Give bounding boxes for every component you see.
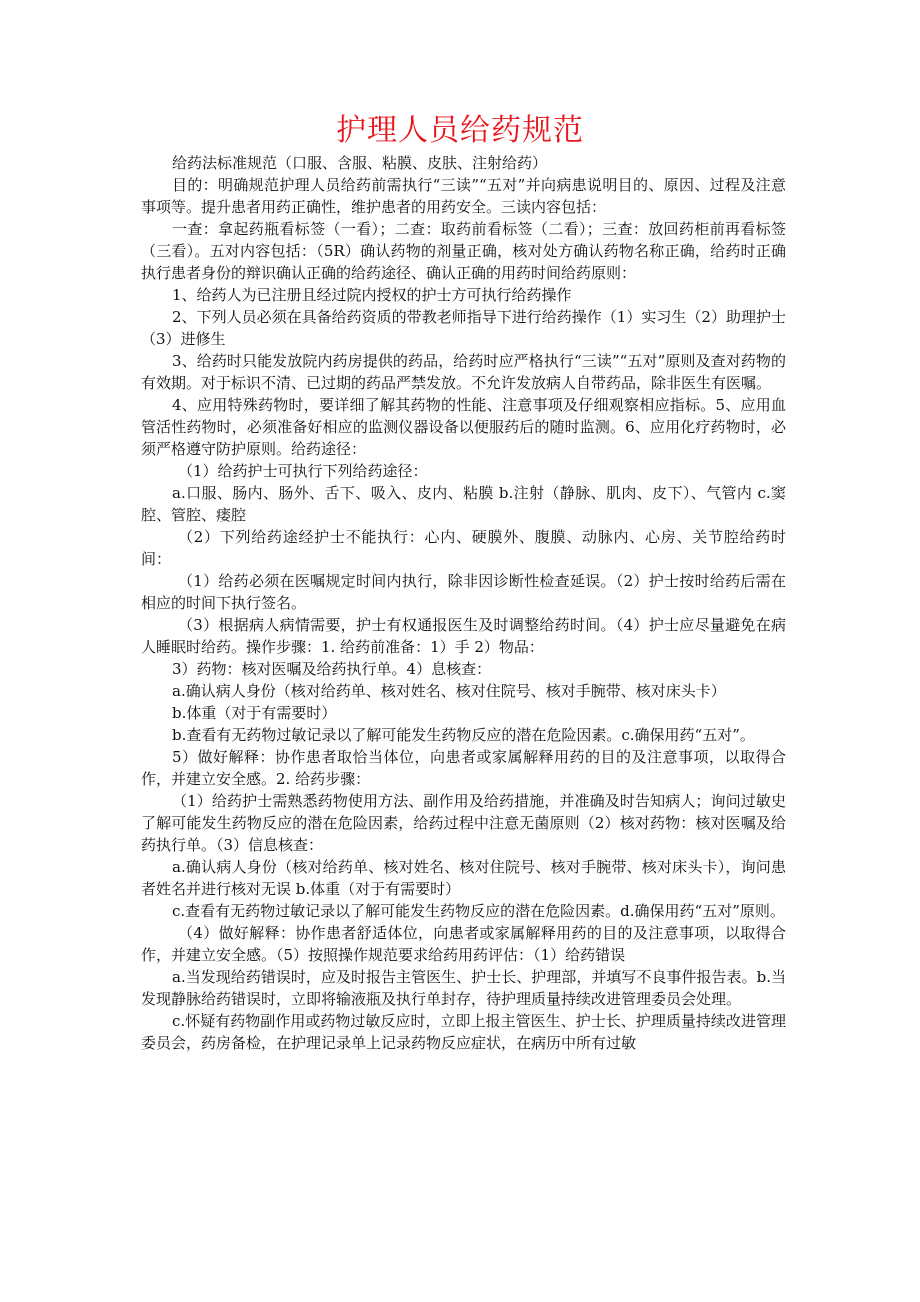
paragraph-error-report: a.当发现给药错误时，应及时报告主管医生、护士长、护理部，并填写不良事件报告表。b.当发现静脉给药错误时，立即将输液瓶及执行单封存，待护理质量持续改进管理委员会处理。	[141, 968, 786, 1008]
paragraph-intro: 给药法标准规范（口服、含服、粘膜、皮肤、注射给药）	[172, 154, 548, 172]
paragraph-route-2: （2）下列给药途经护士不能执行：心内、硬膜外、腹膜、动脉内、心房、关节腔给药时间：	[141, 528, 786, 568]
paragraph-allergy: b.查看有无药物过敏记录以了解可能发生药物反应的潜在危险因素。c.确保用药“五对”。	[172, 726, 755, 744]
paragraph-explain-2: （4）做好解释：协作患者舒适体位，向患者或家属解释用药的目的及注意事项，以取得合作，并建立安全感。（5）按照操作规范要求给药用药评估：（1）给药错误	[141, 924, 786, 964]
paragraph-allergy-2: c.查看有无药物过敏记录以了解可能发生药物反应的潜在危险因素。d.确保用药“五对”原则。	[172, 902, 785, 920]
paragraph-route-list: a.口服、肠内、肠外、舌下、吸入、皮内、粘膜 b.注射（静脉、肌肉、皮下）、气管内 c.窦腔、管腔、瘘腔	[141, 484, 786, 524]
paragraph-purpose: 目的：明确规范护理人员给药前需执行“三读”“五对”并向病患说明目的、原因、过程及注意事项等。提升患者用药正确性，维护患者的用药安全。三读内容包括：	[141, 176, 786, 216]
document-title: 护理人员给药规范	[336, 113, 584, 148]
paragraph-three-checks: 一查：拿起药瓶看标签（一看）；二查：取药前看标签（二看）；三查：放回药柜前再看标签（三看）。五对内容包括：（5R）确认药物的剂量正确，核对处方确认药物名称正确，给药时正确执行患者身份的辩识确认正确的给药途径、确认正确的用药时间给药原则：	[141, 220, 786, 282]
paragraph-adverse-reaction: c.怀疑有药物副作用或药物过敏反应时，立即上报主管医生、护士长、护理质量持续改进管理委员会，药房备检，在护理记录单上记录药物反应症状，在病历中所有过敏	[141, 1012, 786, 1052]
document-body	[141, 152, 786, 1054]
paragraph-time-1: （1）给药必须在医嘱规定时间内执行，除非因诊断性检查延误。（2）护士按时给药后需在相应的时间下执行签名。	[141, 572, 786, 612]
paragraph-principle-4-6: 4、应用特殊药物时，要详细了解其药物的性能、注意事项及仔细观察相应指标。5、应用血管活性药物时，必须准备好相应的监测仪器设备以便服药后的随时监测。6、应用化疗药物时，必须严格遵守防护原则。给药途径：	[141, 396, 786, 458]
paragraph-identity-check-2: a.确认病人身份（核对给药单、核对姓名、核对住院号、核对手腕带、核对床头卡），询问患者姓名并进行核对无误 b.体重（对于有需要时）	[141, 858, 786, 898]
paragraph-admin-step-1: （1）给药护士需熟悉药物使用方法、副作用及给药措施，并准确及时告知病人；询问过敏史了解可能发生药物反应的潜在危险因素，给药过程中注意无菌原则（2）核对药物：核对医嘱及给药执行单。（3）信息核查：	[141, 792, 786, 854]
paragraph-step-3: 3）药物：核对医嘱及给药执行单。4）息核查：	[172, 660, 492, 678]
paragraph-explain: 5）做好解释：协作患者取恰当体位，向患者或家属解释用药的目的及注意事项，以取得合作，并建立安全感。2. 给药步骤：	[141, 748, 786, 788]
paragraph-weight: b.体重（对于有需要时）	[172, 704, 337, 722]
paragraph-route-1: （1）给药护士可执行下列给药途径：	[178, 462, 428, 480]
paragraph-principle-1: 1、给药人为已注册且经过院内授权的护士方可执行给药操作	[172, 286, 572, 304]
paragraph-time-3: （3）根据病人病情需要，护士有权通报医生及时调整给药时间。（4）护士应尽量避免在病人睡眠时给药。操作步骤：1. 给药前准备：1）手 2）物品：	[141, 616, 786, 656]
paragraph-identity-check: a.确认病人身份（核对给药单、核对姓名、核对住院号、核对手腕带、核对床头卡）	[172, 682, 726, 700]
paragraph-principle-2: 2、下列人员必须在具备给药资质的带教老师指导下进行给药操作（1）实习生（2）助理护士（3）进修生	[141, 308, 786, 348]
paragraph-principle-3: 3、给药时只能发放院内药房提供的药品，给药时应严格执行“三读”“五对”原则及查对药物的有效期。对于标识不清、已过期的药品严禁发放。不允许发放病人自带药品，除非医生有医嘱。	[141, 352, 786, 392]
